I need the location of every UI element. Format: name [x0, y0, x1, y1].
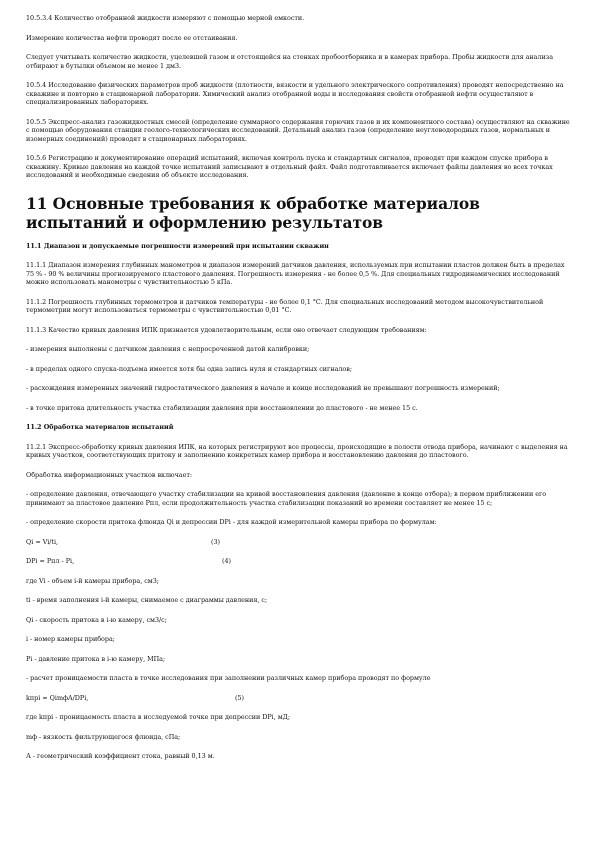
- list-item-hydrostatic: - расхождения измеренных значений гидростатического давления в начале и конце исследований не превышают погрешность измерений;: [26, 384, 500, 392]
- list-item-calibration: - измерения выполнены с датчиком давления с непросроченной датой калибровки;: [26, 345, 310, 353]
- subsection-11-1: 11.1 Диапазон и допускаемые погрешности измерений при испытании скважин: [26, 241, 329, 250]
- definition-a: А - геометрический коэффициент стока, равный 0,13 м.: [26, 752, 215, 760]
- formula-3-number: (3): [211, 537, 221, 546]
- subsection-11-2: 11.2 Обработка материалов испытаний: [26, 423, 174, 431]
- document-page: [26, 14, 571, 772]
- formula-5: [26, 694, 571, 703]
- formula-3-expression: Qi = Vi/ti,: [26, 537, 59, 546]
- formula-4-expression: DPi = Рпл - Pi,: [26, 557, 75, 565]
- paragraph-processing-includes: Обработка информационных участков включает:: [26, 470, 192, 479]
- list-item-zero-record: - в пределах одного спуска-подъема имеется хотя бы одна запись нуля и стандартных сигналов;: [26, 364, 352, 373]
- paragraph-11-2-1: 11.2.1 Экспресс-обработку кривых давления ИПК, на которых регистрируют все процессы, происходящие в полости отвода прибора, начинают с выделения на кривых участков, соответствующих притоку и заполнению конкретных камер прибора и восстановлению давления до пластового.: [26, 442, 568, 459]
- paragraph-10-5-3-4: 10.5.3.4 Количество отобранной жидкости измеряют с помощью мерной емкости.: [26, 14, 305, 22]
- paragraph-10-5-4: 10.5.4 Исследование физических параметров проб жидкости (плотности, вязкости и удельного электрического сопротивления) проводят непосредственно на скважине и повторно в стационарной лаборатории. Химический анализ отобранной воды и исследования свойств отобранной нефти осуществляют в специализированных лабораториях.: [26, 81, 564, 106]
- list-item-stabilization: - в точке притока длительность участка стабилизации давления при восстановлении до пластового - не менее 15 с.: [26, 403, 418, 412]
- paragraph-11-1-1: 11.1.1 Диапазон измерения глубинных манометров и диапазон измерений датчиков давления, используемых при испытании пластов должен быть в пределах 75 % - 90 % величины прогнозируемого пластового давления. Погрешность измерения - не более 0,5 %. Для специальных гидродинамических исследований можно использовать манометры с чувствительностью 5 кПа.: [26, 261, 565, 286]
- definition-vi: где Vi - объем i-й камеры прибора, см3;: [26, 576, 159, 585]
- section-heading-11: 11 Основные требования к обработке материалов испытаний и оформлению результатов: [26, 193, 480, 232]
- definition-qi: Qi - скорость притока в i-ю камеру, см3/с;: [26, 615, 167, 624]
- paragraph-11-1-3: 11.1.3 Качество кривых давления ИПК признается удовлетворительным, если оно отвечает следующим требованиям:: [26, 325, 427, 334]
- paragraph-11-1-2: 11.1.2 Погрешность глубинных термометров и датчиков температуры - не более 0,1 °С. Для специальных исследований методом высокочувствительной термометрии могут использоваться термометры с чувствительностью 0,01 °С.: [26, 297, 544, 314]
- formula-4: [26, 557, 571, 566]
- list-item-pressure-determination: - определение давления, отвечающего участку стабилизации на кривой восстановления давления (давление в конце отбора); в первом приближении его принимают за пластовое давление Рпл, если продолжительность участка стабилизации показаний во времени составляет не менее 15 с;: [26, 490, 547, 507]
- definition-i: i - номер камеры прибора;: [26, 635, 115, 643]
- paragraph-residual-liquid: Следует учитывать количество жидкости, уцелевшей газом и отстоящейся на стенках пробоотборника и в камерах прибора. Пробы жидкости для анализа отбирают в бутылки объемом не менее 1 дм3.: [26, 53, 554, 70]
- paragraph-10-5-5: 10.5.5 Экспресс-анализ газожидкостных смесей (определение суммарного содержания горючих газов и их компонентного состава) осуществляют на скважине с помощью оборудования станции геолого-технологических исследований. Детальный анализ газов (определение неуглеводородных газов, нормальных и изомерных соединений) проводят в стационарных лабораториях.: [26, 117, 570, 143]
- formula-5-expression: kпрi = QimфA/DPi,: [26, 693, 89, 702]
- formula-4-number: (4): [222, 557, 232, 565]
- definition-kpr: где kпрi - проницаемость пласта в исследуемой точке при депрессии DPi, мД;: [26, 713, 290, 721]
- formula-3: [26, 538, 571, 547]
- list-item-permeability: - расчет проницаемости пласта в точке исследования при заполнении различных камер прибора проводят по формуле: [26, 674, 431, 682]
- definition-pi: Pi - давление притока в i-ю камеру, МПа;: [26, 654, 166, 663]
- paragraph-10-5-6: 10.5.6 Регистрацию и документирование операций испытаний, включая контроль пуска и стандартных сигналов, проводят при каждом спуске прибора в скважину. Кривые давления на каждой точке испытаний записывают в отдельный файл. Файл подготавливается включает файлы давления во всех точках исследований и необходимые сведения об объекте исследования.: [26, 154, 553, 179]
- list-item-flow-rate: - определение скорости притока флюида Qi и депрессии DPi - для каждой измерительной камеры прибора по формулам:: [26, 518, 437, 526]
- definition-mf: mф - вязкость фильтрующегося флюида, сПа;: [26, 732, 181, 741]
- formula-5-number: (5): [235, 693, 245, 702]
- paragraph-oil-measure: Измерение количества нефти проводят после ее отстаивания.: [26, 33, 238, 42]
- definition-ti: ti - время заполнения i-й камеры, снимаемое с диаграммы давления, с;: [26, 596, 268, 604]
